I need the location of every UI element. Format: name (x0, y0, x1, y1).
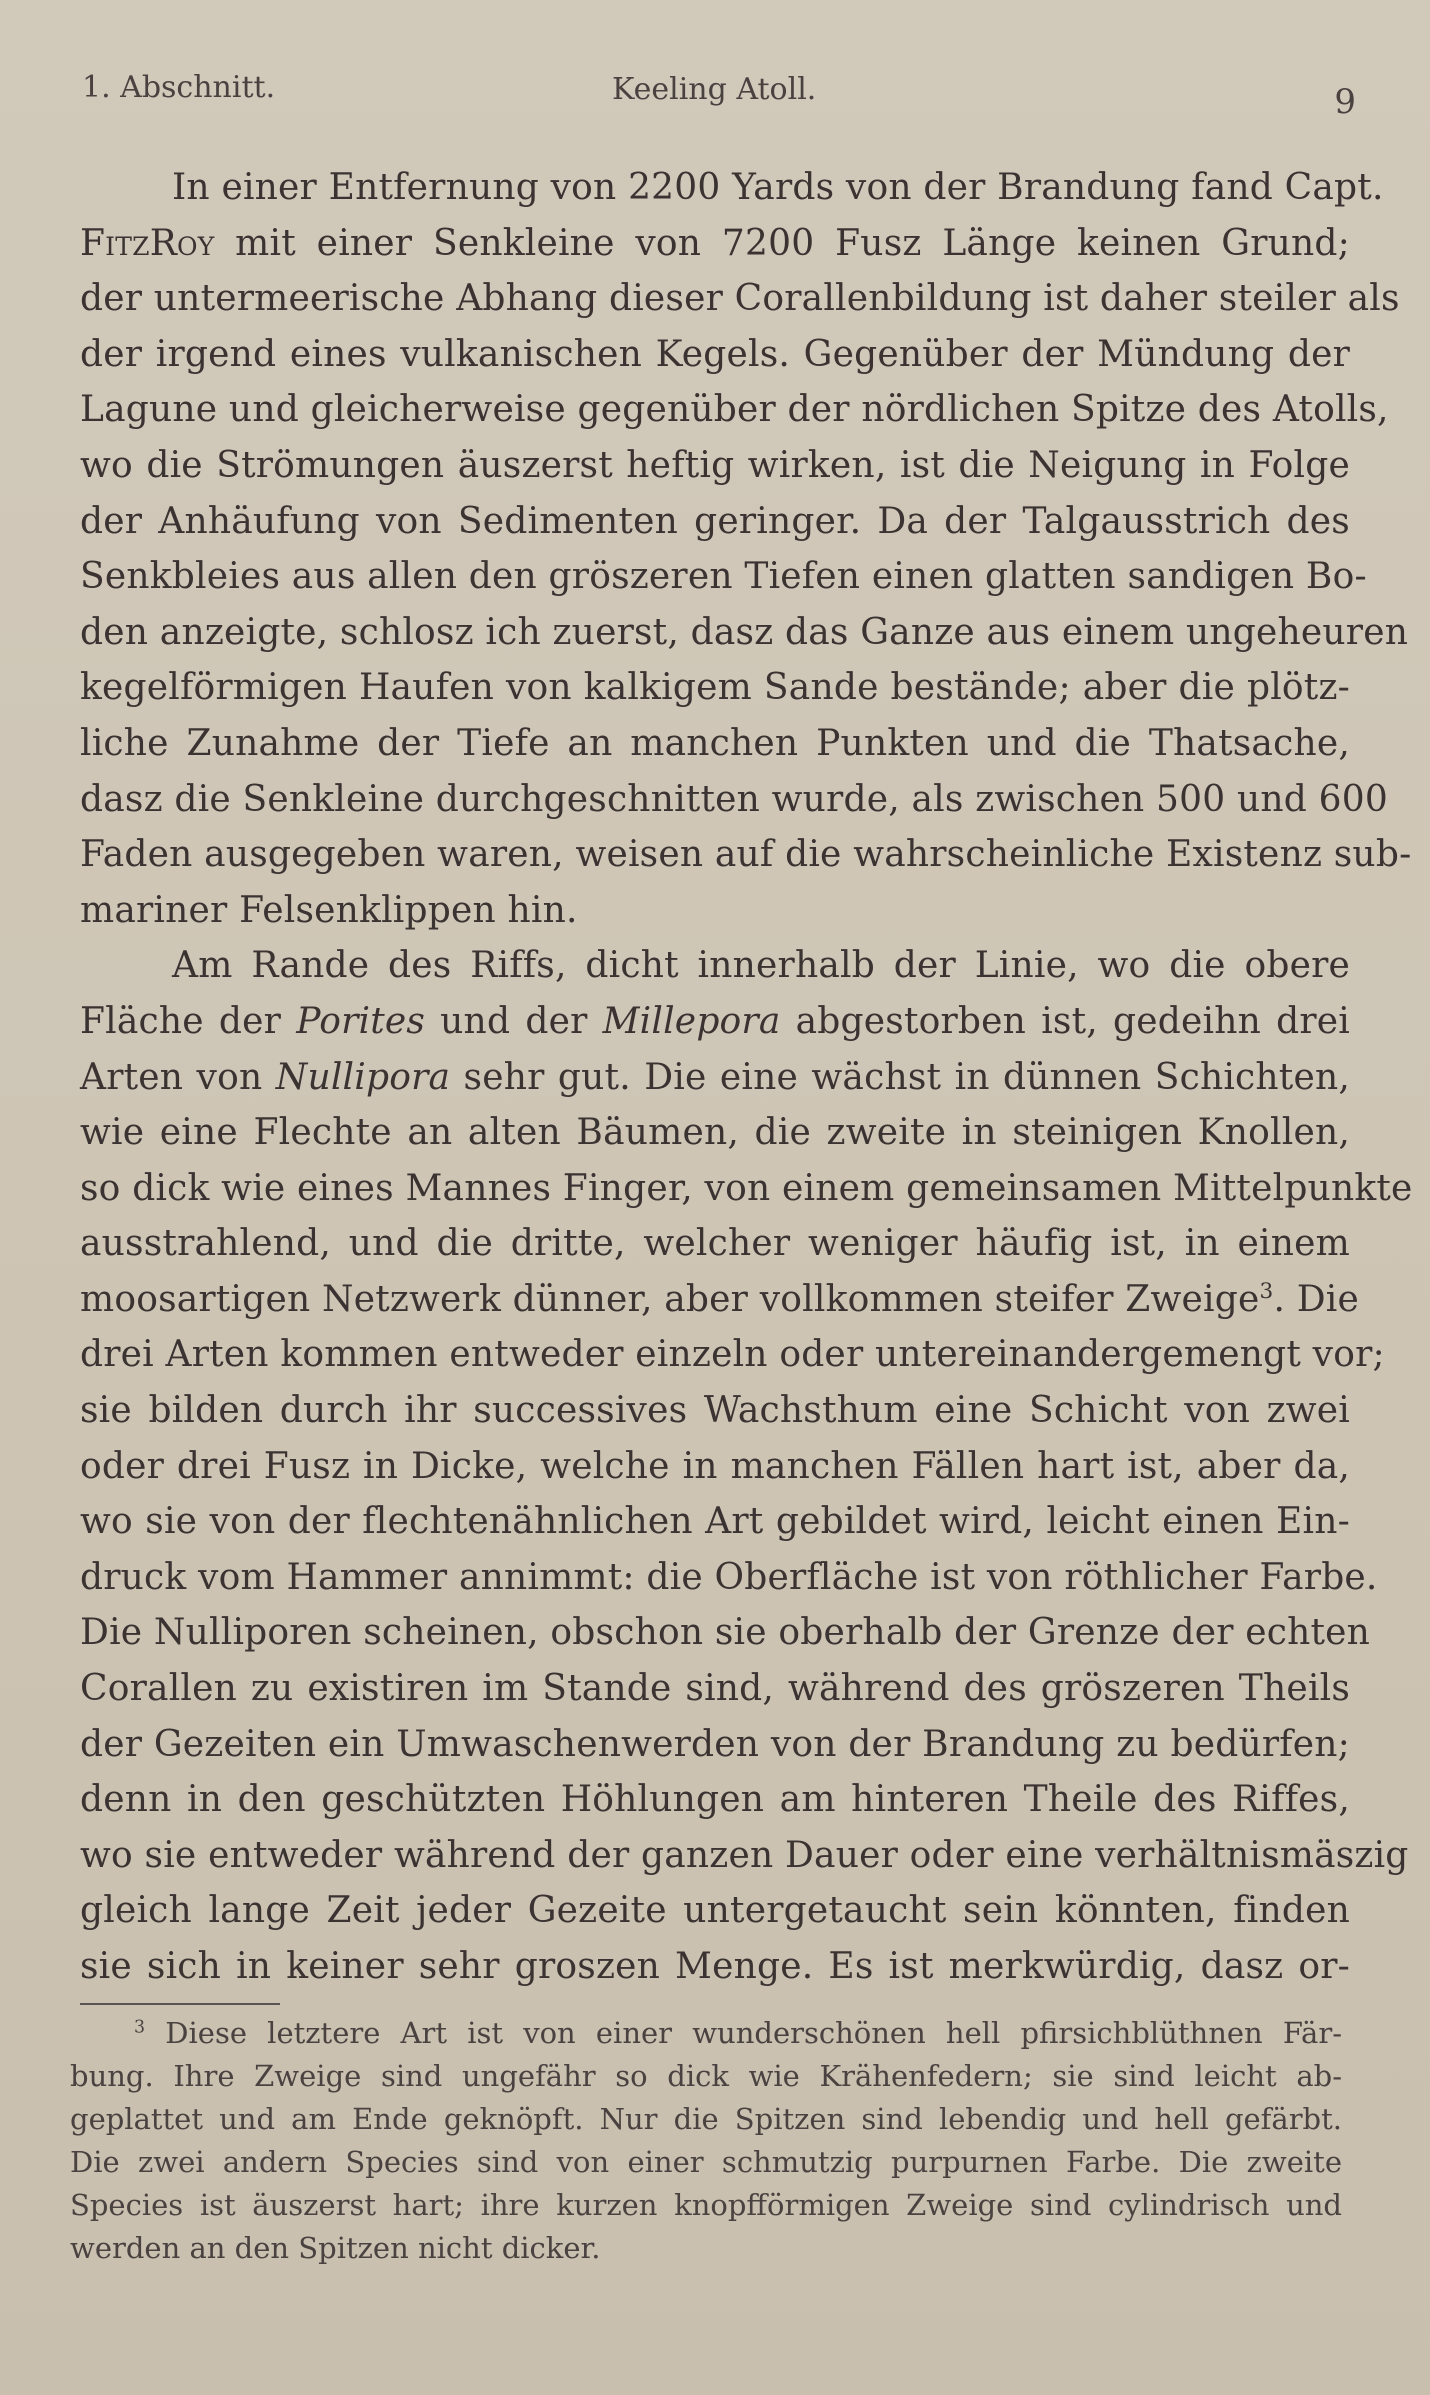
text-fragment: sehr gut. Die eine wächst in dünnen Schichten, (450, 1056, 1351, 1098)
text-line: wo sie von der flechtenähnlichen Art gebildet wird, leicht einen Ein- (80, 1501, 1350, 1543)
footnote-line: werden an den Spitzen nicht dicker. (70, 2231, 601, 2265)
text-fragment: Arten von (80, 1056, 276, 1098)
genus-name: Porites (296, 1000, 426, 1042)
text-line (80, 994, 1350, 1050)
text-line: wo sie entweder während der ganzen Dauer oder eine verhältnismäszig (80, 1834, 1409, 1876)
text-fragment: mit einer Senkleine von 7200 Fusz Länge keinen Grund; (214, 222, 1350, 264)
text-line: kegelförmigen Haufen von kalkigem Sande bestände; aber die plötz- (80, 667, 1350, 709)
text-line: liche Zunahme der Tiefe an manchen Punkten und die Thatsache, (80, 722, 1350, 764)
text-line: In einer Entfernung von 2200 Yards von der Brandung fand Capt. (172, 167, 1384, 208)
text-line: der irgend eines vulkanischen Kegels. Gegenüber der Mündung der (80, 333, 1350, 375)
section-title: Keeling Atoll. (612, 72, 817, 107)
text-line: sie sich in keiner sehr groszen Menge. Es ist merkwürdig, dasz or- (80, 1946, 1350, 1987)
text-line: der Anhäufung von Sedimenten geringer. Da der Talgausstrich des (80, 500, 1350, 542)
footnote-line: Species ist äuszerst hart; ihre kurzen knopfförmigen Zweige sind cylindrisch und (70, 2188, 1342, 2222)
text-line: denn in den geschützten Höhlungen am hinteren Theile des Riffes, (80, 1779, 1350, 1821)
text-line: so dick wie eines Mannes Finger, von einem gemeinsamen Mittelpunkte (80, 1167, 1413, 1209)
text-line: druck vom Hammer annimmt: die Oberfläche ist von röthlicher Farbe. (80, 1556, 1378, 1598)
text-line: Die Nulliporen scheinen, obschon sie oberhalb der Grenze der echten (80, 1612, 1371, 1654)
text-line: den anzeigte, schlosz ich zuerst, dasz das Ganze aus einem ungeheuren (80, 611, 1409, 653)
text-line: der untermeerische Abhang dieser Corallenbildung ist daher steiler als (80, 278, 1400, 320)
text-line: dasz die Senkleine durchgeschnitten wurde, als zwischen 500 und 600 (80, 778, 1388, 820)
footnote-line: bung. Ihre Zweige sind ungefähr so dick wie Krähenfedern; sie sind leicht ab- (70, 2059, 1342, 2093)
text-line: wo die Strömungen äuszerst heftig wirken, ist die Neigung in Folge (80, 444, 1350, 486)
genus-name: Millepora (602, 1000, 781, 1042)
page-number: 9 (1334, 82, 1356, 122)
text-line: ausstrahlend, und die dritte, welcher weniger häufig ist, in einem (80, 1223, 1350, 1265)
body-text (80, 160, 1413, 1995)
text-fragment: . Die (1273, 1278, 1360, 1320)
footnote (70, 2012, 1342, 2270)
text-line: Senkbleies aus allen den gröszeren Tiefen einen glatten sandigen Bo- (80, 556, 1367, 598)
footnote-marker: 3 (134, 2017, 146, 2038)
text-line: Faden ausgegeben waren, weisen auf die wahrscheinliche Existenz sub- (80, 834, 1412, 876)
chapter-label: 1. Abschnitt. (82, 70, 276, 105)
text-line: wie eine Flechte an alten Bäumen, die zweite in steinigen Knollen, (80, 1112, 1350, 1154)
text-line: oder drei Fusz in Dicke, welche in manchen Fällen hart ist, aber da, (80, 1445, 1350, 1487)
text-line: Lagune und gleicherweise gegenüber der nördlichen Spitze des Atolls, (80, 389, 1389, 431)
text-line: Am Rande des Riffs, dicht innerhalb der Linie, wo die obere (172, 945, 1350, 987)
person-name: FitzRoy (80, 222, 215, 264)
footnote-line (70, 2012, 1342, 2055)
text-fragment: moosartigen Netzwerk dünner, aber vollkommen steifer Zweige (80, 1278, 1260, 1320)
text-fragment: Fläche der (80, 1000, 297, 1042)
text-fragment: Diese letztere Art ist von einer wunderschönen hell pfirsichblüthnen Fär- (145, 2016, 1342, 2050)
genus-name: Nullipora (275, 1056, 451, 1098)
footnote-reference[interactable]: 3 (1259, 1278, 1274, 1304)
text-line (80, 1050, 1350, 1106)
text-line (80, 216, 1350, 272)
footnote-divider (80, 2003, 280, 2005)
footnote-line: Die zwei andern Species sind von einer schmutzig purpurnen Farbe. Die zweite (70, 2145, 1342, 2179)
text-line: sie bilden durch ihr successives Wachsthum eine Schicht von zwei (80, 1390, 1350, 1432)
footnote-line: geplattet und am Ende geknöpft. Nur die Spitzen sind lebendig und hell gefärbt. (70, 2102, 1342, 2136)
text-line (80, 1272, 1360, 1328)
text-line: Corallen zu existiren im Stande sind, während des gröszeren Theils (80, 1668, 1350, 1710)
text-line: mariner Felsenklippen hin. (80, 889, 578, 931)
running-head (82, 70, 1356, 122)
text-line: der Gezeiten ein Umwaschenwerden von der Brandung zu bedürfen; (80, 1723, 1350, 1765)
text-line: gleich lange Zeit jeder Gezeite untergetaucht sein könnten, finden (80, 1890, 1350, 1932)
text-fragment: abgestorben ist, gedeihn drei (780, 1000, 1350, 1042)
text-line: drei Arten kommen entweder einzeln oder untereinandergemengt vor; (80, 1334, 1385, 1376)
text-fragment: und der (425, 1000, 603, 1042)
